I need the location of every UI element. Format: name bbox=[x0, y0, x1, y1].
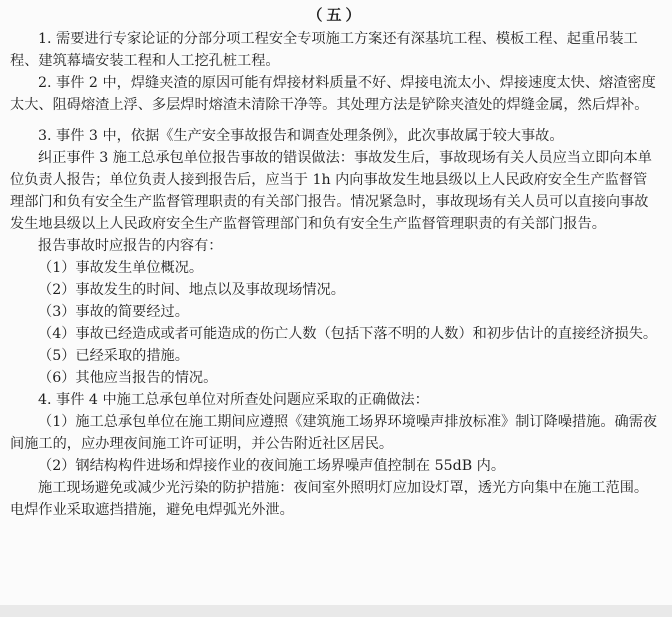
answer-4-item-1: （1）施工总承包单位在施工期间应遵照《建筑施工场界环境噪声排放标准》制订降噪措施。确需夜间施工的，应办理夜间施工许可证明，并公告附近社区居民。 bbox=[10, 414, 658, 452]
answer-4: 4. 事件 4 中施工总承包单位对所查处问题应采取的正确做法： bbox=[38, 392, 429, 408]
report-item-4: （4）事故已经造成或者可能造成的伤亡人数（包括下落不明的人数）和初步估计的直接经济损失。 bbox=[38, 326, 658, 342]
answer-2: 2. 事件 2 中，焊缝夹渣的原因可能有焊接材料质量不好、焊接电流太小、焊接速度太快、熔渣密度太大、阻碍熔渣上浮、多层焊时熔渣未清除干净等。其处理方法是铲除夹渣处的焊缝金属，然后焊补。 bbox=[10, 75, 656, 113]
page-bottom-edge bbox=[0, 605, 672, 617]
answer-3-correction: 纠正事件 3 施工总承包单位报告事故的错误做法：事故发生后，事故现场有关人员应当立即向本单位负责人报告；单位负责人接到报告后，应当于 1h 内向事故发生地县级以上人民政府安全生产监督管理部门和负有安全生产监督管理职责的有关部门报告。情况紧急时，事故现场有关人员可以直接向事故发生地县级以上人民政府安全生产监督管理部门和负有安全生产监督管理职责的有关部门报告。 bbox=[10, 150, 652, 232]
report-item-5: （5）已经采取的措施。 bbox=[38, 348, 189, 364]
section-title: （五） bbox=[307, 6, 365, 24]
report-item-2: （2）事故发生的时间、地点以及事故现场情况。 bbox=[38, 282, 345, 298]
answer-3: 3. 事件 3 中，依据《生产安全事故报告和调查处理条例》，此次事故属于较大事故。 bbox=[38, 128, 564, 144]
answer-1: 1. 需要进行专家论证的分部分项工程安全专项施工方案还有深基坑工程、模板工程、起重吊装工程、建筑幕墙安装工程和人工挖孔桩工程。 bbox=[10, 31, 638, 69]
report-item-1: （1）事故发生单位概况。 bbox=[38, 260, 204, 276]
light-pollution-measures: 施工现场避免或减少光污染的防护措施：夜间室外照明灯应加设灯罩，透光方向集中在施工范围。电焊作业采取遮挡措施，避免电焊弧光外泄。 bbox=[10, 480, 649, 518]
answer-content bbox=[10, 28, 660, 521]
answer-4-item-2: （2）钢结构构件进场和焊接作业的夜间施工场界噪声值控制在 55dB 内。 bbox=[38, 458, 506, 474]
report-contents-heading: 报告事故时应报告的内容有： bbox=[38, 238, 223, 254]
report-item-3: （3）事故的简要经过。 bbox=[38, 304, 189, 320]
report-item-6: （6）其他应当报告的情况。 bbox=[38, 370, 218, 386]
